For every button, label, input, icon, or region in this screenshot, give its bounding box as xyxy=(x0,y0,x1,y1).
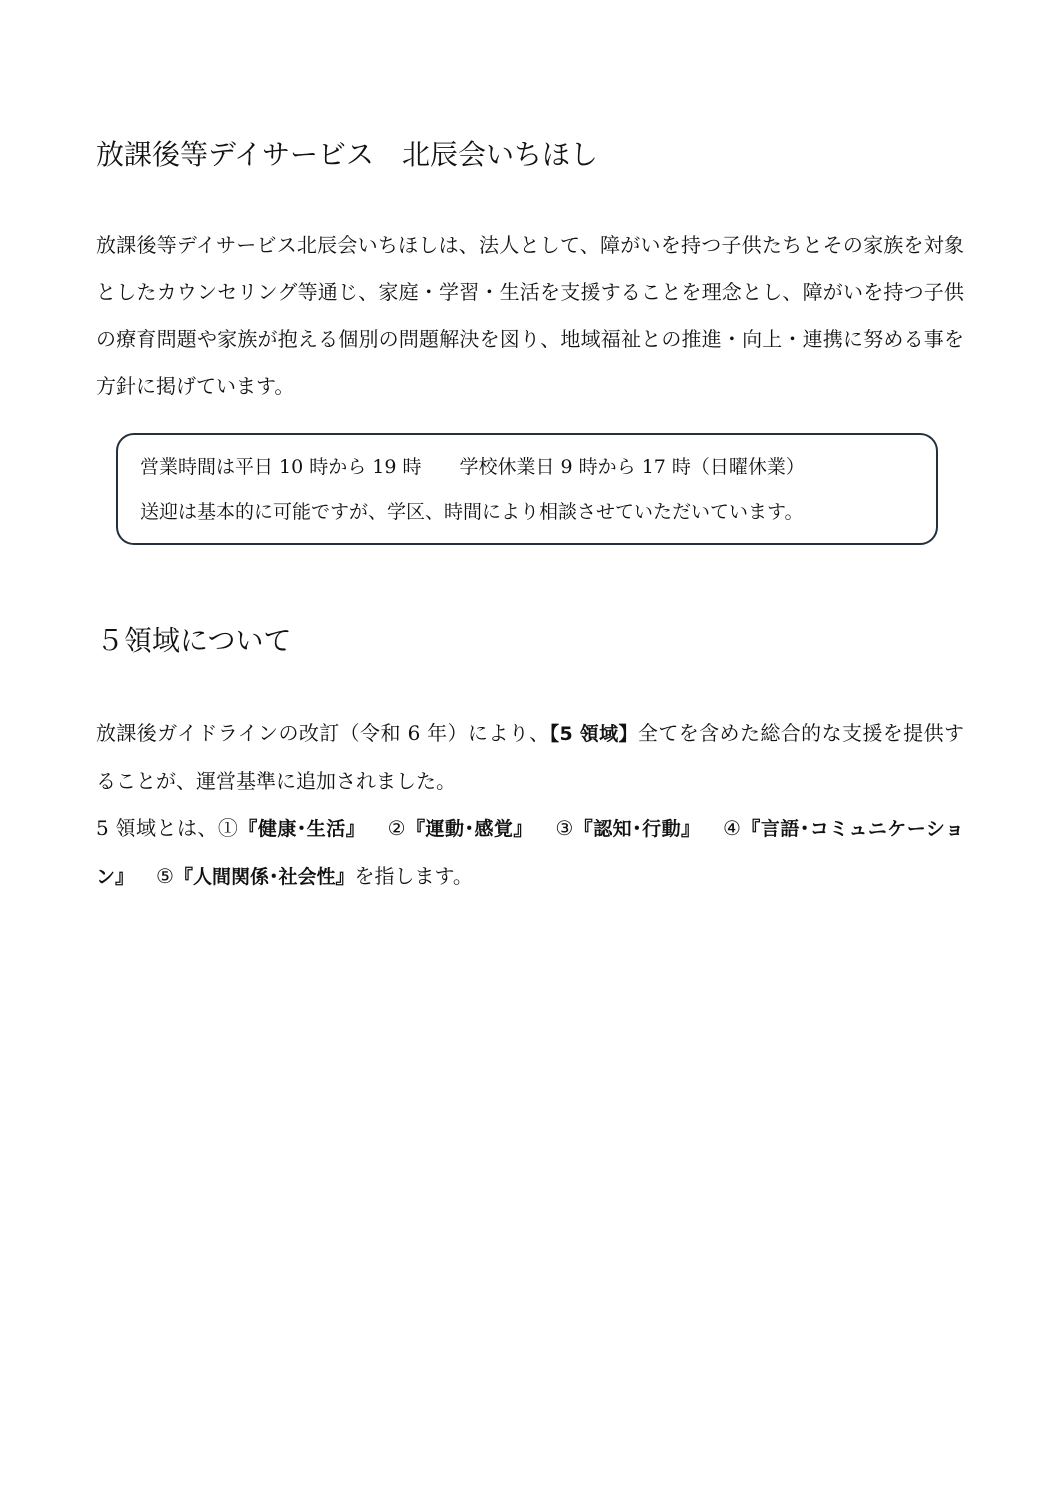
business-info-box xyxy=(116,433,938,545)
intro-paragraph: 放課後等デイサービス北辰会いちほしは、法人として、障がいを持つ子供たちとその家族を対象としたカウンセリング等通じ、家庭・学習・生活を支援することを理念とし、障がいを持つ子供の療育問題や家族が抱える個別の問題解決を図り、地域福祉との推進・向上・連携に努める事を方針に掲げています。 xyxy=(96,233,964,398)
domain-marker: ② xyxy=(387,816,407,840)
domains-list-prefix: 5 領域とは、 xyxy=(96,816,218,840)
domain-marker: ⑤ xyxy=(156,864,174,888)
domain-marker: ③ xyxy=(554,816,574,840)
domain-health-life: 『健康･生活』 xyxy=(238,818,366,840)
domain-marker: ① xyxy=(217,816,239,840)
domain-movement-sense: 『運動･感覚』 xyxy=(406,818,533,840)
business-hours: 営業時間は平日 10 時から 19 時 学校休業日 9 時から 17 時（日曜休業） xyxy=(140,456,805,478)
five-domains-paragraph xyxy=(96,710,964,901)
five-domains-emphasis: 【5 領域】 xyxy=(549,723,638,745)
domain-cognition-behavior: 『認知･行動』 xyxy=(573,818,701,840)
domain-marker: ④ xyxy=(722,816,742,840)
guideline-text: 放課後ガイドラインの改訂（令和 6 年）により、 xyxy=(96,721,550,745)
section-title-five-domains: ５領域について xyxy=(96,624,292,657)
transport-info: 送迎は基本的に可能ですが、学区、時間により相談させていただいています。 xyxy=(140,501,804,523)
domain-relationships-sociality: 『人間関係･社会性』 xyxy=(173,866,355,888)
guideline-text-continued: 全てを含めた総合的な支援を提供することが、運営基準に追加されました。 xyxy=(96,721,964,793)
section-title-ichihoshi: 放課後等デイサービス 北辰会いちほし xyxy=(96,138,599,171)
domains-list-suffix: を指します。 xyxy=(354,864,473,888)
domain-language-communication: 『言語･コミュニケーション』 xyxy=(96,818,964,888)
